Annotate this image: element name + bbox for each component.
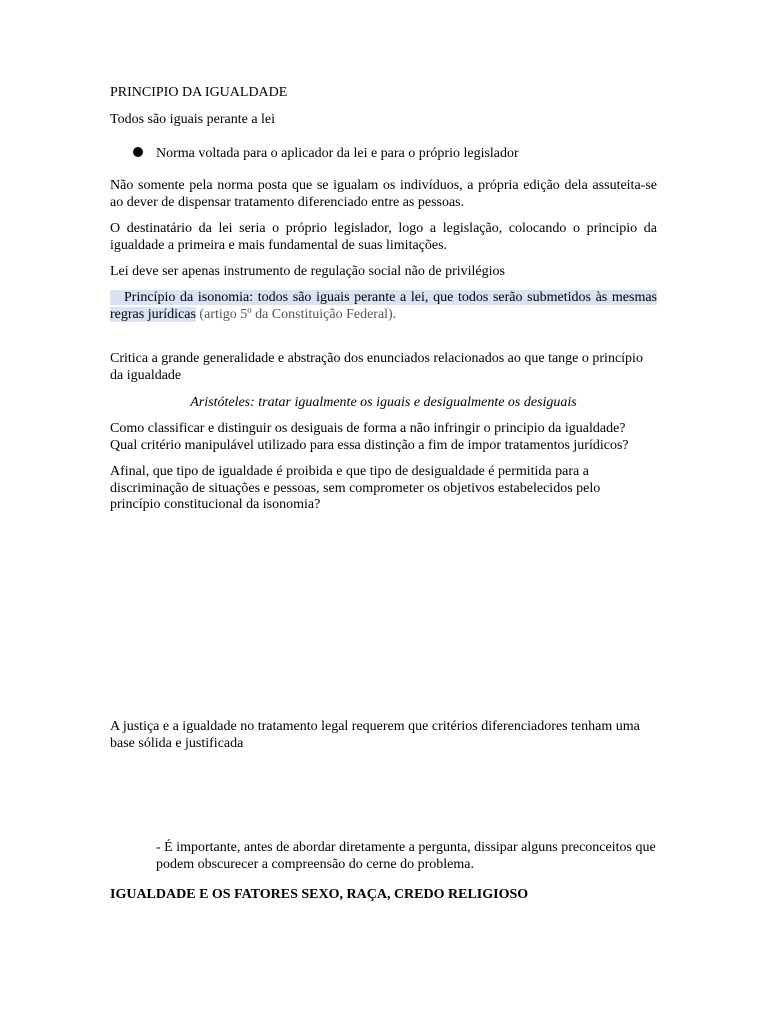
paragraph-isonomia [110,290,657,323]
paragraph-justica: A justiça e a igualdade no tratamento legal requerem que critérios diferenciadores tenham uma base sólida e justificada [110,719,640,751]
question-line-2: Qual critério manipulável utilizado para essa distinção a fim de impor tratamentos jurídicos? [110,437,629,453]
section-heading: IGUALDADE E OS FATORES SEXO, RAÇA, CREDO RELIGIOSO [110,887,529,902]
paragraph-afinal: Afinal, que tipo de igualdade é proibida e que tipo de desigualdade é permitida para a discriminação de situações e pessoas, sem comprometer os objetivos estabelecidos pelo princípio constitucional da isonomia? [110,464,601,512]
paragraph-destinatario: O destinatário da lei seria o próprio legislador, logo a legislação, colocando o principio da igualdade a primeira e mais fundamental de suas limitações. [110,221,657,253]
question-line-1: Como classificar e distinguir os desiguais de forma a não infringir o principio da igualdade? [110,421,626,436]
paragraph-questions [110,421,657,454]
bullet-text: Norma voltada para o aplicador da lei e para o próprio legislador [156,146,519,161]
document-title: PRINCIPIO DA IGUALDADE [110,85,288,100]
citation-text: (artigo 5º da Constituição Federal). [199,306,397,322]
paragraph-instrumento: Lei deve ser apenas instrumento de regulação social não de privilégios [110,264,505,279]
paragraph-critica: Critica a grande generalidade e abstração dos enunciados relacionados ao que tange o princípio da igualdade [110,351,643,383]
quote-aristoteles: Aristóteles: tratar igualmente os iguais e desigualmente os desiguais [190,395,577,410]
document-subtitle: Todos são iguais perante a lei [110,112,276,127]
dash-list-item: - É importante, antes de abordar diretamente a pergunta, dissipar alguns preconceitos que podem obscurecer a compreensão do cerne do problema. [156,840,656,872]
highlighted-text: Princípio da isonomia: todos são iguais perante a lei, que todos serão submetidos às mesmas regras jurídicas [110,290,658,322]
bullet-list-item [133,146,673,163]
paragraph-norma-posta: Não somente pela norma posta que se igualam os indivíduos, a própria edição dela assuteita-se ao dever de dispensar tratamento diferenciado entre as pessoas. [110,178,657,210]
bullet-icon [133,147,143,157]
